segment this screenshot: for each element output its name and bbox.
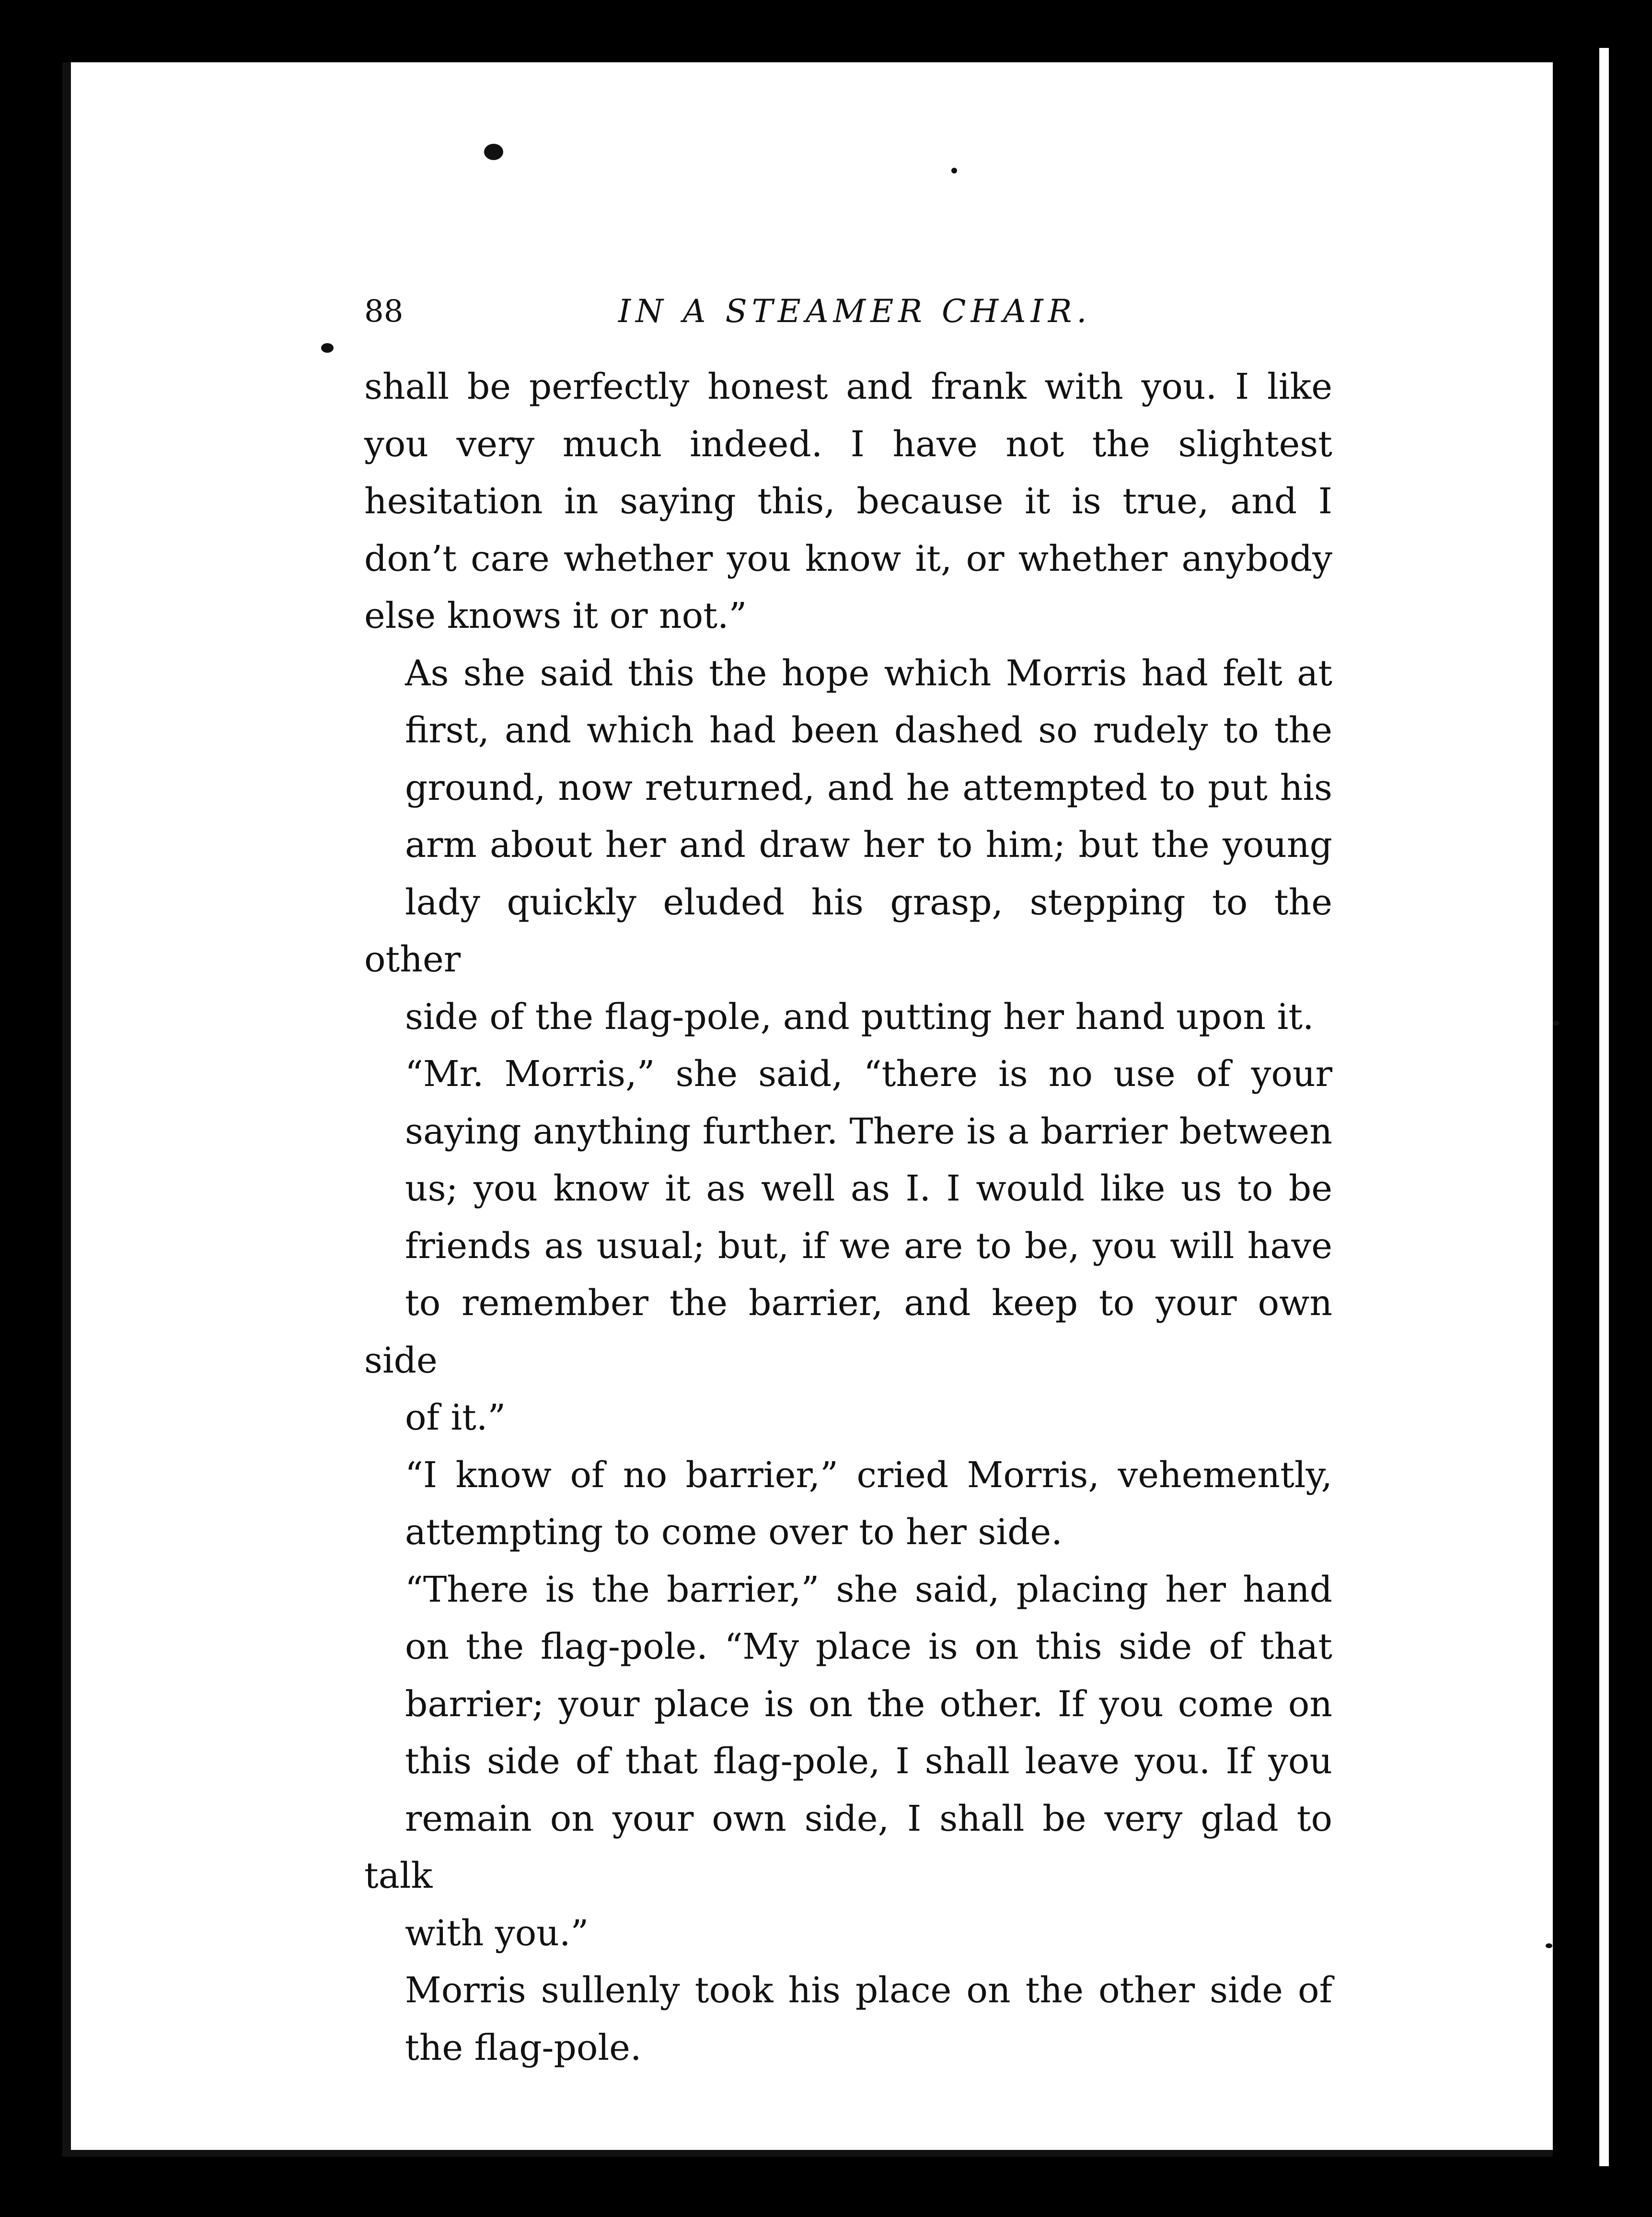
text-line: “Mr. Morris,” she said, “there is no use of your bbox=[405, 1053, 1332, 1095]
text-line: the flag-pole. bbox=[405, 2027, 642, 2068]
paragraph bbox=[364, 1561, 1332, 1963]
scan-speck bbox=[951, 168, 957, 173]
scan-speck bbox=[321, 343, 334, 353]
text-line: else knows it or not.” bbox=[364, 595, 747, 636]
paragraph bbox=[364, 1962, 1332, 2077]
scan-speck bbox=[1546, 1943, 1552, 1948]
text-line: remain on your own side, I shall be very glad to talk bbox=[364, 1798, 1332, 1896]
text-line: attempting to come over to her side. bbox=[405, 1512, 1063, 1553]
text-line: to remember the barrier, and keep to your own side bbox=[364, 1282, 1332, 1381]
page-right-edge bbox=[1599, 48, 1609, 2166]
text-line: ground, now returned, and he attempted to put his bbox=[405, 767, 1332, 808]
body-text bbox=[364, 358, 1332, 2077]
text-line: friends as usual; but, if we are to be, you will have bbox=[405, 1225, 1332, 1267]
text-line: “There is the barrier,” she said, placing her hand bbox=[405, 1569, 1332, 1610]
text-line: barrier; your place is on the other. If you come on bbox=[405, 1683, 1332, 1725]
text-line: As she said this the hope which Morris had felt at bbox=[405, 652, 1332, 694]
text-line: hesitation in saying this, because it is true, and I bbox=[364, 481, 1332, 522]
text-line: shall be perfectly honest and frank with you. I like bbox=[364, 366, 1332, 407]
scan-speck bbox=[1553, 1021, 1560, 1026]
text-line: don’t care whether you know it, or whether anybody bbox=[364, 538, 1332, 579]
paragraph bbox=[364, 358, 1332, 645]
page-number: 88 bbox=[364, 294, 404, 329]
scan-speck bbox=[484, 144, 503, 160]
text-line: arm about her and draw her to him; but the young bbox=[405, 824, 1332, 866]
page-header bbox=[364, 288, 1342, 335]
text-line: side of the flag-pole, and putting her hand upon it. bbox=[405, 996, 1314, 1038]
text-line: with you.” bbox=[405, 1912, 589, 1954]
text-line: Morris sullenly took his place on the other side of bbox=[405, 1970, 1332, 2011]
text-line: you very much indeed. I have not the slightest bbox=[364, 423, 1332, 465]
paragraph bbox=[364, 1046, 1332, 1447]
text-line: on the flag-pole. “My place is on this side of that bbox=[405, 1626, 1332, 1667]
text-line: lady quickly eluded his grasp, stepping to the other bbox=[364, 881, 1332, 980]
text-line: “I know of no barrier,” cried Morris, vehemently, bbox=[405, 1454, 1332, 1496]
text-line: of it.” bbox=[405, 1397, 506, 1438]
paragraph bbox=[364, 1447, 1332, 1561]
running-title: IN A STEAMER CHAIR. bbox=[618, 293, 1092, 330]
paragraph bbox=[364, 645, 1332, 1046]
text-line: saying anything further. There is a barrier between bbox=[405, 1110, 1332, 1152]
text-line: first, and which had been dashed so rudely to the bbox=[405, 710, 1332, 751]
text-line: us; you know it as well as I. I would like us to be bbox=[405, 1168, 1332, 1209]
text-line: this side of that flag-pole, I shall leave you. If you bbox=[405, 1741, 1332, 1782]
